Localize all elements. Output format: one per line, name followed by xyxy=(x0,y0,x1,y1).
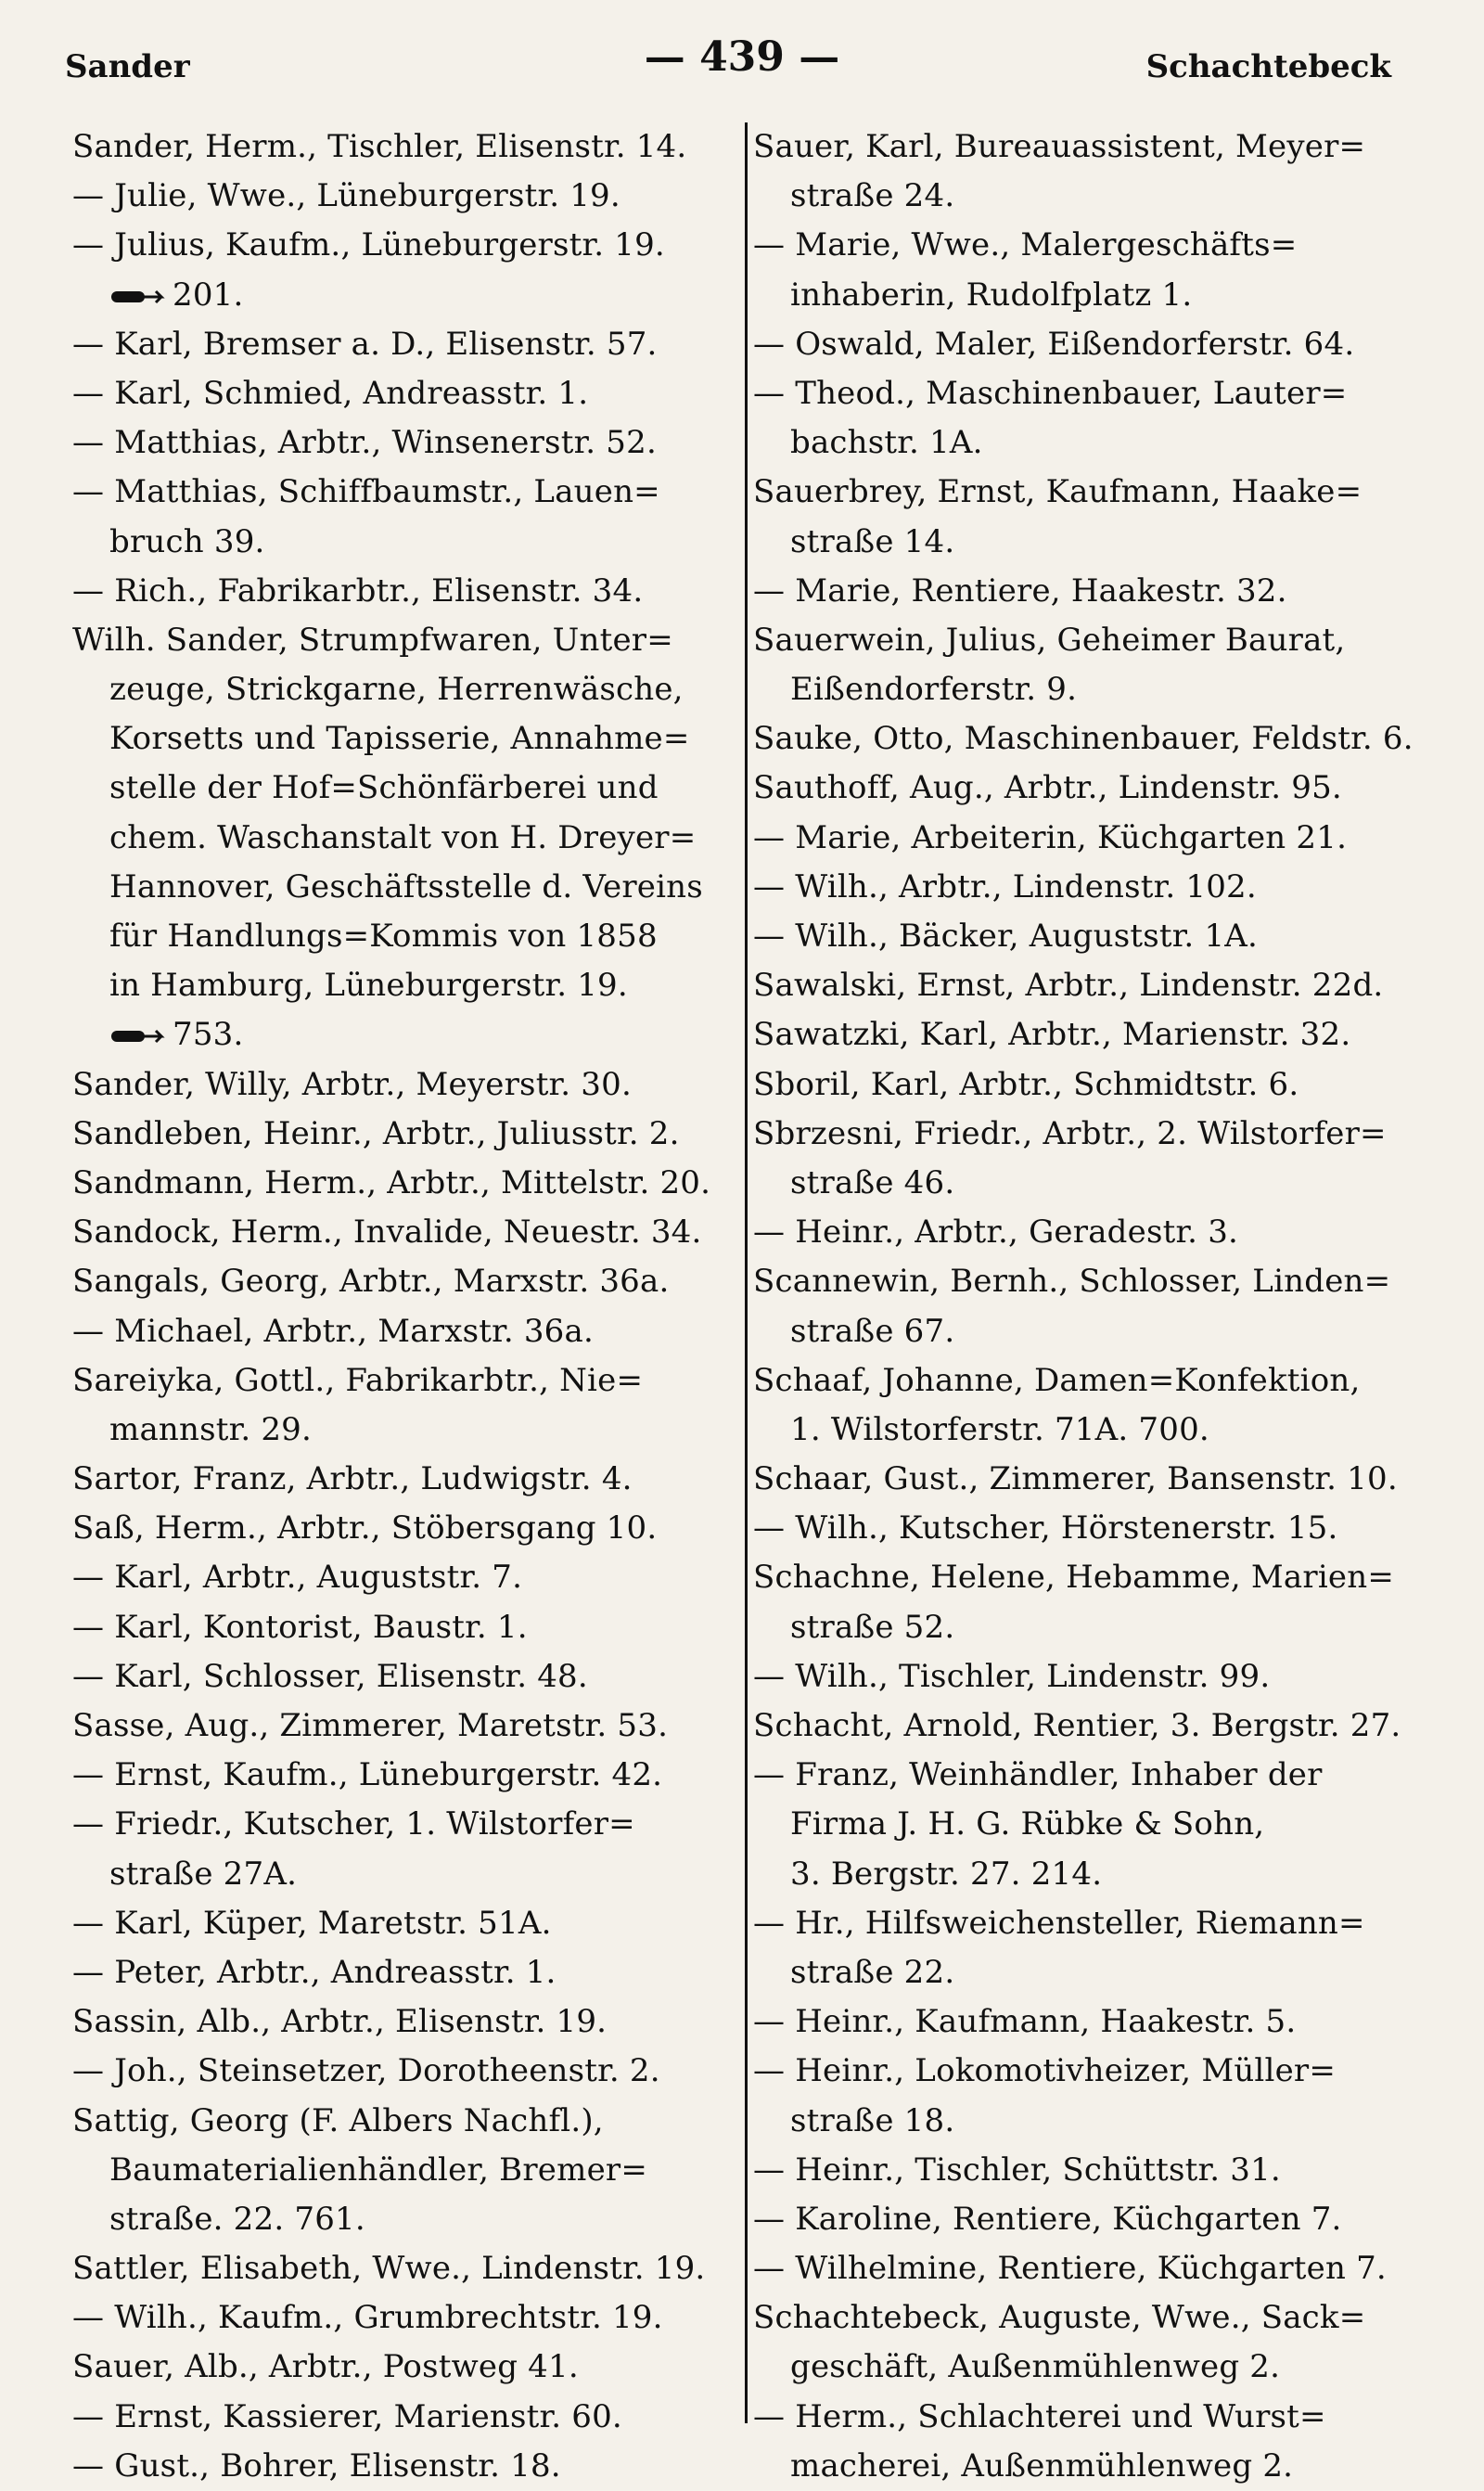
directory-line xyxy=(72,1356,722,1406)
directory-line xyxy=(753,320,1414,369)
directory-line xyxy=(72,912,722,961)
directory-line xyxy=(753,1899,1414,1948)
directory-line-text: Sareiyka, Gottl., Fabrikarbtr., Nie= xyxy=(72,1361,644,1399)
directory-line xyxy=(753,2442,1414,2491)
directory-line-text: 201. xyxy=(173,276,244,314)
directory-line-text: — Marie, Wwe., Malergeschäfts= xyxy=(753,226,1298,264)
directory-line-text: bachstr. 1A. xyxy=(790,424,983,462)
directory-line-text: Sauer, Karl, Bureauassistent, Meyer= xyxy=(753,128,1366,165)
directory-line-text: Saß, Herm., Arbtr., Stöbersgang 10. xyxy=(72,1509,658,1547)
directory-line-text: — Wilh., Tischler, Lindenstr. 99. xyxy=(753,1657,1271,1695)
directory-line-text: bruch 39. xyxy=(109,522,265,560)
directory-line xyxy=(72,764,722,813)
directory-line xyxy=(753,2293,1414,2343)
directory-line-text: Sauer, Alb., Arbtr., Postweg 41. xyxy=(72,2348,579,2386)
directory-line-text: stelle der Hof=Schönfärberei und xyxy=(109,769,659,807)
directory-line-text: — Michael, Arbtr., Marxstr. 36a. xyxy=(72,1312,594,1350)
directory-line xyxy=(72,1751,722,1800)
directory-line xyxy=(753,221,1414,270)
directory-line-text: Eißendorferstr. 9. xyxy=(790,671,1078,709)
running-head-right: Schachtebeck xyxy=(1145,48,1391,85)
directory-line-text: Firma J. H. G. Rübke & Sohn, xyxy=(790,1805,1265,1843)
directory-line xyxy=(753,2244,1414,2293)
directory-line xyxy=(72,1455,722,1504)
directory-line-text: Schacht, Arnold, Rentier, 3. Bergstr. 27. xyxy=(753,1707,1401,1744)
directory-line-text: — Oswald, Maler, Eißendorferstr. 64. xyxy=(753,325,1355,363)
directory-line-text: Schaaf, Johanne, Damen=Konfektion, xyxy=(753,1361,1361,1399)
directory-line xyxy=(753,1010,1414,1059)
directory-line xyxy=(753,2393,1414,2442)
directory-line-text: Sander, Willy, Arbtr., Meyerstr. 30. xyxy=(72,1065,632,1103)
directory-line-text: Sboril, Karl, Arbtr., Schmidtstr. 6. xyxy=(753,1065,1299,1103)
directory-line-text: — Karl, Bremser a. D., Elisenstr. 57. xyxy=(72,325,658,363)
directory-line-text: — Wilh., Kutscher, Hörstenerstr. 15. xyxy=(753,1509,1338,1547)
directory-line-text: — Karl, Kontorist, Baustr. 1. xyxy=(72,1608,528,1646)
directory-line xyxy=(753,1701,1414,1751)
directory-line xyxy=(72,2293,722,2343)
directory-line-text: Sartor, Franz, Arbtr., Ludwigstr. 4. xyxy=(72,1460,633,1498)
directory-line xyxy=(72,369,722,418)
directory-line-text: — Heinr., Kaufmann, Haakestr. 5. xyxy=(753,2003,1297,2041)
directory-line-text: — Heinr., Lokomotivheizer, Müller= xyxy=(753,2052,1337,2090)
directory-line xyxy=(753,1257,1414,1306)
column-divider xyxy=(745,122,748,2423)
directory-line-text: — Theod., Maschinenbauer, Lauter= xyxy=(753,374,1348,412)
directory-line-text: straße 67. xyxy=(790,1312,955,1350)
directory-line-text: macherei, Außenmühlenweg 2. xyxy=(790,2446,1294,2485)
directory-line-text: Sasse, Aug., Zimmerer, Maretstr. 53. xyxy=(72,1707,669,1744)
directory-line-text: mannstr. 29. xyxy=(109,1410,313,1448)
directory-line-text: — Heinr., Arbtr., Geradestr. 3. xyxy=(753,1213,1239,1252)
directory-line xyxy=(753,1603,1414,1652)
directory-line-text: — Friedr., Kutscher, 1. Wilstorfer= xyxy=(72,1805,635,1843)
directory-line xyxy=(72,714,722,764)
directory-line-text: Sawalski, Ernst, Arbtr., Lindenstr. 22d. xyxy=(753,967,1384,1005)
directory-line-text: straße 22. xyxy=(790,1953,955,1991)
directory-line xyxy=(72,1997,722,2047)
directory-line xyxy=(753,1800,1414,1849)
directory-line xyxy=(72,2097,722,2146)
directory-line-text: Sauerwein, Julius, Geheimer Baurat, xyxy=(753,621,1346,659)
directory-line-text: — Rich., Fabrikarbtr., Elisenstr. 34. xyxy=(72,571,644,610)
directory-line-text: 1. Wilstorferstr. 71A. 700. xyxy=(790,1410,1209,1448)
directory-line xyxy=(72,665,722,714)
directory-line-text: — Karl, Schlosser, Elisenstr. 48. xyxy=(72,1657,588,1695)
directory-line-text: — Wilh., Kaufm., Grumbrechtstr. 19. xyxy=(72,2299,663,2337)
directory-line-text: inhaberin, Rudolfplatz 1. xyxy=(790,276,1193,314)
directory-line xyxy=(72,1504,722,1553)
directory-line-text: — Karl, Küper, Maretstr. 51A. xyxy=(72,1904,552,1942)
directory-line-text: — Joh., Steinsetzer, Dorotheenstr. 2. xyxy=(72,2052,660,2090)
directory-line xyxy=(72,1603,722,1652)
directory-line xyxy=(72,567,722,616)
directory-line-text: chem. Waschanstalt von H. Dreyer= xyxy=(109,818,697,856)
directory-line xyxy=(753,1060,1414,1110)
directory-line-text: Sander, Herm., Tischler, Elisenstr. 14. xyxy=(72,128,687,165)
directory-line xyxy=(753,1652,1414,1701)
page-number: — 439 — xyxy=(644,33,840,81)
directory-line-text: — Karl, Arbtr., Auguststr. 7. xyxy=(72,1559,523,1597)
directory-line xyxy=(72,1010,722,1059)
directory-line-text: straße 46. xyxy=(790,1163,955,1201)
directory-line-text: — Wilhelmine, Rentiere, Küchgarten 7. xyxy=(753,2250,1387,2288)
directory-line xyxy=(753,1455,1414,1504)
directory-line-text: — Matthias, Schiffbaumstr., Lauen= xyxy=(72,473,660,511)
right-column xyxy=(753,122,1414,2491)
directory-line xyxy=(753,2343,1414,2392)
directory-line-text: Schaar, Gust., Zimmerer, Bansenstr. 10. xyxy=(753,1460,1398,1498)
directory-line xyxy=(753,1553,1414,1602)
directory-line xyxy=(753,961,1414,1010)
directory-line-text: straße. 22. 761. xyxy=(109,2200,365,2238)
directory-line-text: für Handlungs=Kommis von 1858 xyxy=(109,918,658,955)
directory-line xyxy=(753,2047,1414,2096)
directory-line xyxy=(72,518,722,567)
directory-line-text: — Matthias, Arbtr., Winsenerstr. 52. xyxy=(72,424,657,462)
directory-line xyxy=(72,961,722,1010)
directory-line-text: — Karl, Schmied, Andreasstr. 1. xyxy=(72,374,589,412)
directory-line xyxy=(72,1406,722,1455)
directory-line xyxy=(72,1800,722,1849)
directory-line xyxy=(72,1553,722,1602)
directory-line-text: Sbrzesni, Friedr., Arbtr., 2. Wilstorfer= xyxy=(753,1114,1387,1152)
directory-line xyxy=(753,1948,1414,1997)
directory-line xyxy=(72,1948,722,1997)
directory-line-text: Sandleben, Heinr., Arbtr., Juliusstr. 2. xyxy=(72,1114,680,1152)
directory-line-text: — Julie, Wwe., Lüneburgerstr. 19. xyxy=(72,177,620,215)
directory-line-text: — Wilh., Bäcker, Auguststr. 1A. xyxy=(753,918,1259,955)
directory-line xyxy=(72,814,722,863)
directory-line xyxy=(753,468,1414,517)
directory-line-text: Sauerbrey, Ernst, Kaufmann, Haake= xyxy=(753,473,1362,511)
directory-line xyxy=(753,567,1414,616)
directory-line-text: — Heinr., Tischler, Schüttstr. 31. xyxy=(753,2151,1281,2189)
directory-line-text: Sauthoff, Aug., Arbtr., Lindenstr. 95. xyxy=(753,769,1342,807)
directory-line xyxy=(753,665,1414,714)
directory-line xyxy=(72,863,722,912)
directory-line xyxy=(753,2146,1414,2195)
directory-line-text: straße 18. xyxy=(790,2101,955,2139)
directory-line xyxy=(72,1307,722,1356)
directory-line xyxy=(72,1208,722,1257)
left-column xyxy=(72,122,722,2491)
directory-line-text: — Karoline, Rentiere, Küchgarten 7. xyxy=(753,2200,1342,2238)
directory-line xyxy=(753,369,1414,418)
directory-line xyxy=(753,1159,1414,1208)
directory-line xyxy=(753,2195,1414,2244)
directory-line-text: Sawatzki, Karl, Arbtr., Marienstr. 32. xyxy=(753,1016,1351,1054)
directory-line xyxy=(753,1997,1414,2047)
directory-line xyxy=(753,1110,1414,1159)
directory-line-text: Sattler, Elisabeth, Wwe., Lindenstr. 19. xyxy=(72,2250,706,2288)
directory-line xyxy=(753,863,1414,912)
directory-line-text: Sassin, Alb., Arbtr., Elisenstr. 19. xyxy=(72,2003,608,2041)
directory-line xyxy=(753,714,1414,764)
directory-line xyxy=(72,271,722,320)
directory-line xyxy=(72,1652,722,1701)
directory-line-text: straße 27A. xyxy=(109,1855,298,1893)
directory-line xyxy=(72,2146,722,2195)
directory-line xyxy=(72,1850,722,1899)
directory-line xyxy=(72,320,722,369)
directory-line-text: — Gust., Bohrer, Elisenstr. 18. xyxy=(72,2446,561,2485)
telephone-icon xyxy=(109,286,165,308)
directory-line xyxy=(72,1159,722,1208)
directory-line-text: 3. Bergstr. 27. 214. xyxy=(790,1855,1103,1893)
directory-line-text: in Hamburg, Lüneburgerstr. 19. xyxy=(109,967,628,1005)
directory-line xyxy=(753,2097,1414,2146)
directory-line-text: — Herm., Schlachterei und Wurst= xyxy=(753,2397,1326,2435)
directory-line-text: Scannewin, Bernh., Schlosser, Linden= xyxy=(753,1263,1391,1301)
directory-line xyxy=(72,1701,722,1751)
directory-line-text: Schachtebeck, Auguste, Wwe., Sack= xyxy=(753,2299,1366,2337)
directory-line-text: Hannover, Geschäftsstelle d. Vereins xyxy=(109,867,703,905)
directory-line-text: Sattig, Georg (F. Albers Nachfl.), xyxy=(72,2101,604,2139)
directory-line-text: geschäft, Außenmühlenweg 2. xyxy=(790,2348,1281,2386)
directory-line xyxy=(753,271,1414,320)
directory-line xyxy=(753,1850,1414,1899)
directory-line-text: — Ernst, Kassierer, Marienstr. 60. xyxy=(72,2397,622,2435)
directory-line-text: — Wilh., Arbtr., Lindenstr. 102. xyxy=(753,867,1257,905)
directory-line xyxy=(72,616,722,665)
directory-line-text: Korsetts und Tapisserie, Annahme= xyxy=(109,720,690,758)
directory-line xyxy=(72,1110,722,1159)
directory-line xyxy=(72,2195,722,2244)
directory-line xyxy=(753,1307,1414,1356)
directory-line-text: — Marie, Rentiere, Haakestr. 32. xyxy=(753,571,1287,610)
directory-line xyxy=(753,1406,1414,1455)
directory-line-text: Sandock, Herm., Invalide, Neuestr. 34. xyxy=(72,1213,702,1252)
directory-line xyxy=(753,912,1414,961)
directory-line xyxy=(72,1899,722,1948)
directory-line xyxy=(753,172,1414,221)
directory-line xyxy=(72,221,722,270)
directory-line-text: Sandmann, Herm., Arbtr., Mittelstr. 20. xyxy=(72,1163,711,1201)
directory-line xyxy=(72,1257,722,1306)
directory-line-text: zeuge, Strickgarne, Herrenwäsche, xyxy=(109,671,684,709)
directory-line-text: — Peter, Arbtr., Andreasstr. 1. xyxy=(72,1953,556,1991)
directory-line xyxy=(72,2393,722,2442)
directory-line xyxy=(72,418,722,468)
directory-line xyxy=(753,616,1414,665)
directory-line-text: — Marie, Arbeiterin, Küchgarten 21. xyxy=(753,818,1348,856)
directory-line xyxy=(753,1751,1414,1800)
directory-line xyxy=(72,122,722,172)
directory-line-text: Schachne, Helene, Hebamme, Marien= xyxy=(753,1559,1395,1597)
directory-line-text: — Ernst, Kaufm., Lüneburgerstr. 42. xyxy=(72,1756,663,1794)
directory-line xyxy=(72,2343,722,2392)
directory-line xyxy=(753,1504,1414,1553)
directory-line xyxy=(753,418,1414,468)
directory-line xyxy=(753,1208,1414,1257)
directory-line-text: straße 14. xyxy=(790,522,955,560)
directory-line xyxy=(72,172,722,221)
directory-line-text: — Hr., Hilfsweichensteller, Riemann= xyxy=(753,1904,1365,1942)
directory-line-text: 753. xyxy=(173,1016,244,1054)
directory-line-text: — Julius, Kaufm., Lüneburgerstr. 19. xyxy=(72,226,665,264)
directory-line xyxy=(753,122,1414,172)
directory-line-text: straße 52. xyxy=(790,1608,955,1646)
directory-line xyxy=(72,2047,722,2096)
directory-line xyxy=(753,814,1414,863)
directory-line xyxy=(753,1356,1414,1406)
directory-line xyxy=(753,518,1414,567)
directory-line-text: Baumaterialienhändler, Bremer= xyxy=(109,2151,648,2189)
telephone-icon xyxy=(109,1025,165,1047)
directory-line-text: Wilh. Sander, Strumpfwaren, Unter= xyxy=(72,621,673,659)
directory-line xyxy=(72,2244,722,2293)
directory-line-text: straße 24. xyxy=(790,177,955,215)
directory-line xyxy=(753,764,1414,813)
directory-line xyxy=(72,468,722,517)
directory-line-text: Sauke, Otto, Maschinenbauer, Feldstr. 6. xyxy=(753,720,1414,758)
directory-line-text: Sangals, Georg, Arbtr., Marxstr. 36a. xyxy=(72,1263,670,1301)
directory-line xyxy=(72,2442,722,2491)
directory-line xyxy=(72,1060,722,1110)
directory-line-text: — Franz, Weinhändler, Inhaber der xyxy=(753,1756,1323,1794)
running-head-left: Sander xyxy=(65,48,190,85)
